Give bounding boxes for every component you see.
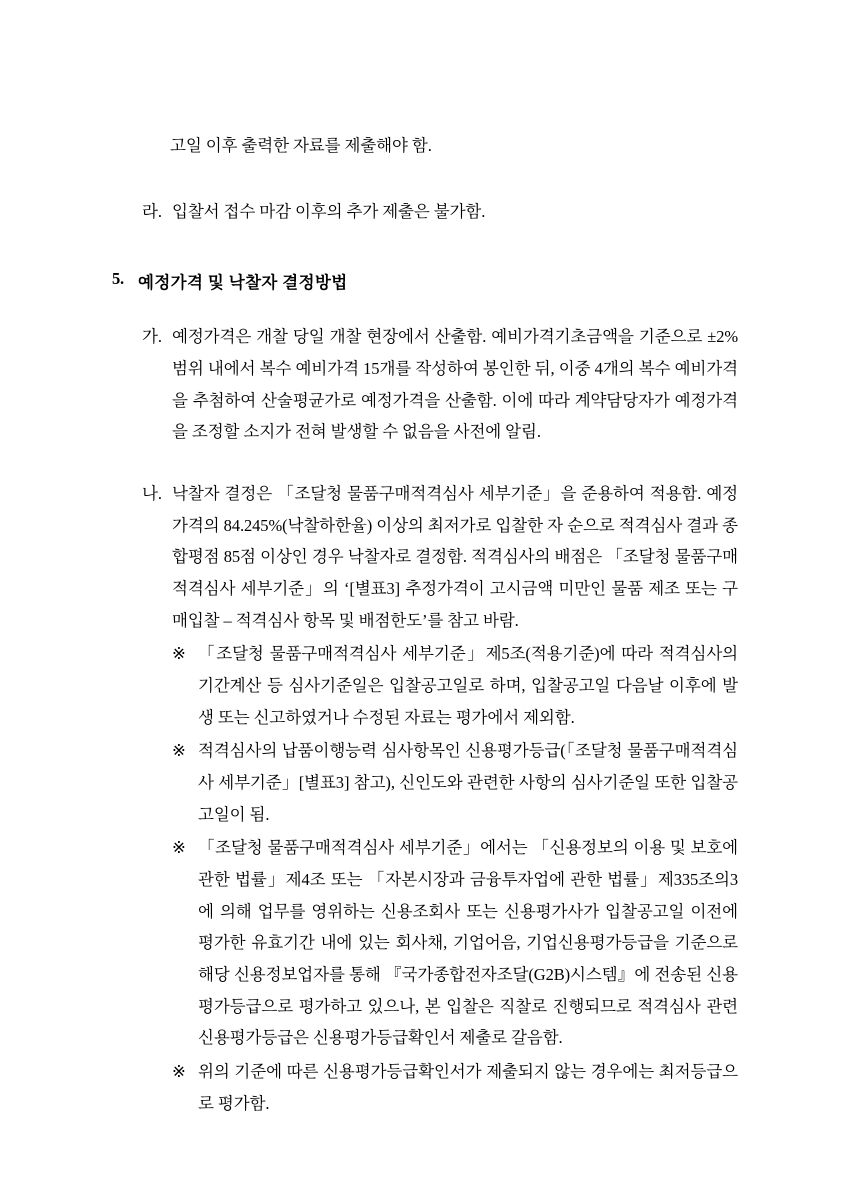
list-item-na-marker: 나. [142, 484, 162, 504]
note-item [172, 735, 738, 830]
note-text: 「조달청 물품구매적격심사 세부기준」제5조(적용기준)에 따라 적격심사의 기간계산 등 심사기준일은 입찰공고일로 하며, 입찰공고일 다음날 이후에 발생 또는 신고하였거나 수정된 자료는 평가에서 제외함. [198, 644, 738, 727]
note-item [172, 638, 738, 733]
list-item-na [142, 478, 738, 1119]
note-mark-icon: ※ [172, 741, 186, 761]
section-heading-5 [112, 269, 738, 293]
note-text: 「조달청 물품구매적격심사 세부기준」에서는 「신용정보의 이용 및 보호에 관한 법률」제4조 또는 「자본시장과 금융투자업에 관한 법률」제335조의3에 의해 업무를 영위하는 신용조회사 또는 신용평가사가 입찰공고일 이전에 평가한 유효기간 내에 있는 회사채, 기업어음, 기업신용평가등급을 기준으로 해당 신용정보업자를 통해 『국가종합전자조달(G2B)시스템』에 전송된 신용평가등급으로 평가하고 있으나, 본 입찰은 직찰로 진행되므로 적격심사 관련 신용평가등급은 신용평가등급확인서 제출로 갈음함. [198, 838, 738, 1048]
note-mark-icon: ※ [172, 1062, 186, 1082]
note-text: 적격심사의 납품이행능력 심사항목인 신용평가등급(「조달청 물품구매적격심사 세부기준」[별표3] 참고), 신인도와 관련한 사항의 심사기준일 또한 입찰공고일이 됨. [198, 741, 738, 824]
list-item-ga [142, 321, 738, 448]
list-item-ga-marker: 가. [142, 327, 162, 347]
continuation-paragraph: 고일 이후 출력한 자료를 제출해야 함. [170, 136, 432, 155]
list-item-ra-marker: 라. [142, 201, 162, 221]
note-item [172, 1056, 738, 1119]
section-number: 5. [112, 269, 124, 289]
list-item-ra-text: 입찰서 접수 마감 이후의 추가 제출은 불가함. [172, 201, 486, 221]
note-item [172, 832, 738, 1054]
section-title: 예정가격 및 낙찰자 결정방법 [138, 273, 348, 293]
note-text: 위의 기준에 따른 신용평가등급확인서가 제출되지 않는 경우에는 최저등급으로 평가함. [198, 1062, 738, 1113]
list-item-ra [142, 196, 738, 228]
list-item-ga-text: 예정가격은 개찰 당일 개찰 현장에서 산출함. 예비가격기초금액을 기준으로 ±2% 범위 내에서 복수 예비가격 15개를 작성하여 봉인한 뒤, 이중 4개의 복수 예비가격을 추첨하여 산술평균가로 예정가격을 산출함. 이에 따라 계약담당자가 예정가격을 조정할 소지가 전혀 발생할 수 없음을 사전에 알림. [172, 327, 738, 442]
list-item-na-text: 낙찰자 결정은 「조달청 물품구매적격심사 세부기준」을 준용하여 적용함. 예정가격의 84.245%(낙찰하한율) 이상의 최저가로 입찰한 자 순으로 적격심사 결과 종합평점 85점 이상인 경우 낙찰자로 결정함. 적격심사의 배점은 「조달청 물품구매적격심사 세부기준」의 ‘[별표3] 추정가격이 고시금액 미만인 물품 제조 또는 구매입찰 – 적격심사 항목 및 배점한도’를 참고 바람. [172, 484, 738, 630]
note-mark-icon: ※ [172, 838, 186, 858]
note-mark-icon: ※ [172, 644, 186, 664]
